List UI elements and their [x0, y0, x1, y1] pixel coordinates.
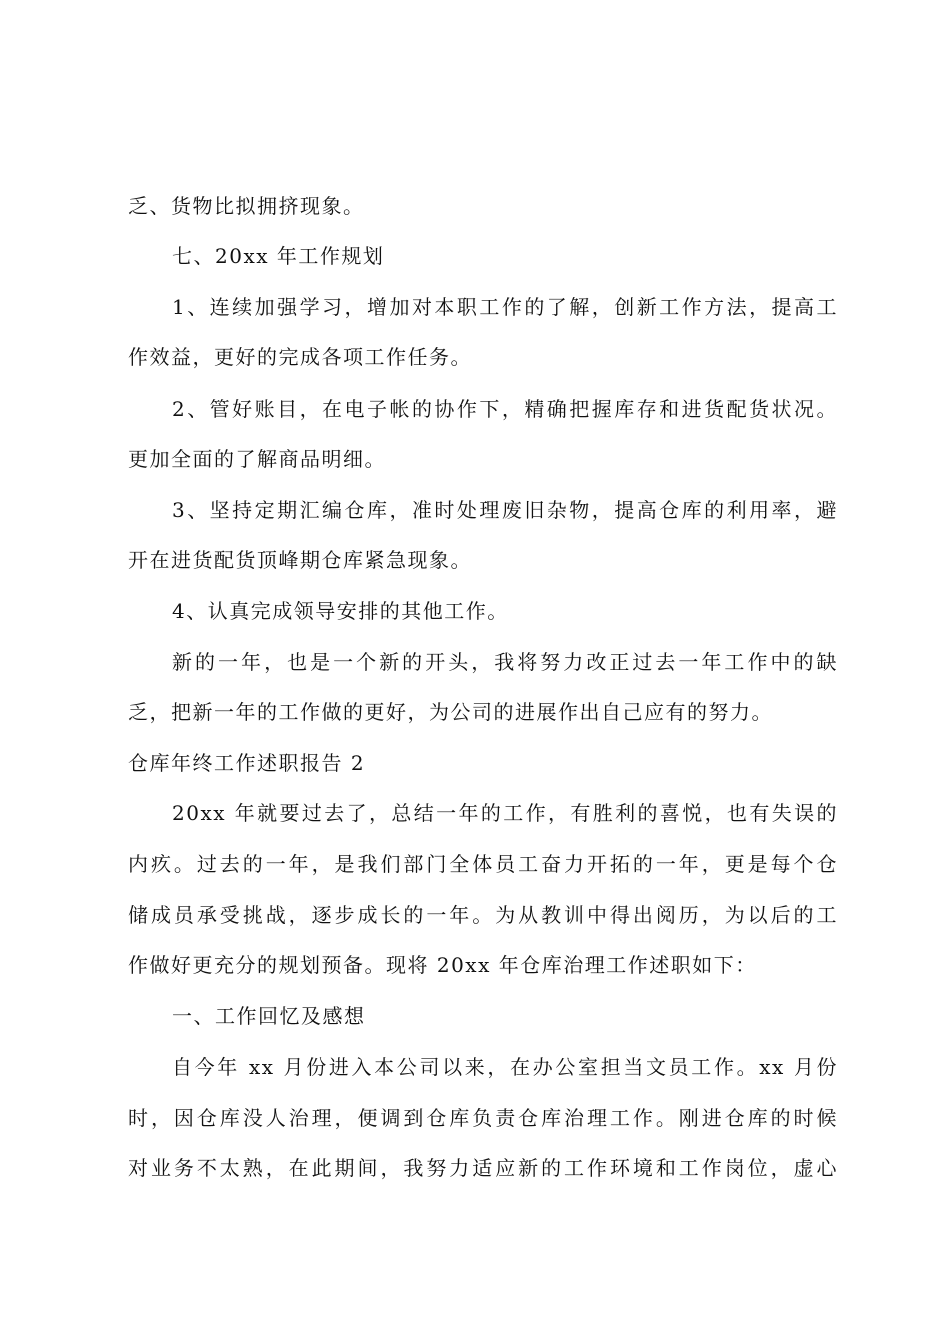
- paragraph-line: 对业务不太熟，在此期间，我努力适应新的工作环境和工作岗位，虚心: [128, 1156, 838, 1180]
- report-title: 仓库年终工作述职报告 2: [128, 751, 366, 775]
- paragraph-line: 20xx 年就要过去了，总结一年的工作，有胜利的喜悦，也有失误的: [172, 801, 838, 825]
- paragraph-line: 乏，把新一年的工作做的更好，为公司的进展作出自己应有的努力。: [128, 700, 773, 724]
- paragraph-line: 开在进货配货顶峰期仓库紧急现象。: [128, 548, 472, 572]
- paragraph-line: 储成员承受挑战，逐步成长的一年。为从教训中得出阅历，为以后的工: [128, 903, 838, 927]
- paragraph-line: 新的一年，也是一个新的开头，我将努力改正过去一年工作中的缺: [172, 650, 838, 674]
- paragraph-line: 4、认真完成领导安排的其他工作。: [172, 599, 509, 623]
- paragraph-line: 时，因仓库没人治理，便调到仓库负责仓库治理工作。刚进仓库的时候: [128, 1106, 838, 1130]
- paragraph-line: 自今年 xx 月份进入本公司以来，在办公室担当文员工作。xx 月份: [172, 1055, 838, 1079]
- paragraph-line: 乏、货物比拟拥挤现象。: [128, 194, 365, 218]
- paragraph-line: 作效益，更好的完成各项工作任务。: [128, 345, 472, 369]
- paragraph-line: 更加全面的了解商品明细。: [128, 447, 386, 471]
- paragraph-line: 内疚。过去的一年，是我们部门全体员工奋力开拓的一年，更是每个仓: [128, 852, 838, 876]
- section-heading: 七、20xx 年工作规划: [172, 244, 385, 268]
- paragraph-line: 2、管好账目，在电子帐的协作下，精确把握库存和进货配货状况。: [172, 397, 838, 421]
- paragraph-line: 3、坚持定期汇编仓库，准时处理废旧杂物，提高仓库的利用率，避: [172, 498, 838, 522]
- paragraph-line: 作做好更充分的规划预备。现将 20xx 年仓库治理工作述职如下：: [128, 953, 757, 977]
- section-heading: 一、工作回忆及感想: [172, 1004, 366, 1028]
- paragraph-line: 1、连续加强学习，增加对本职工作的了解，创新工作方法，提高工: [172, 295, 838, 319]
